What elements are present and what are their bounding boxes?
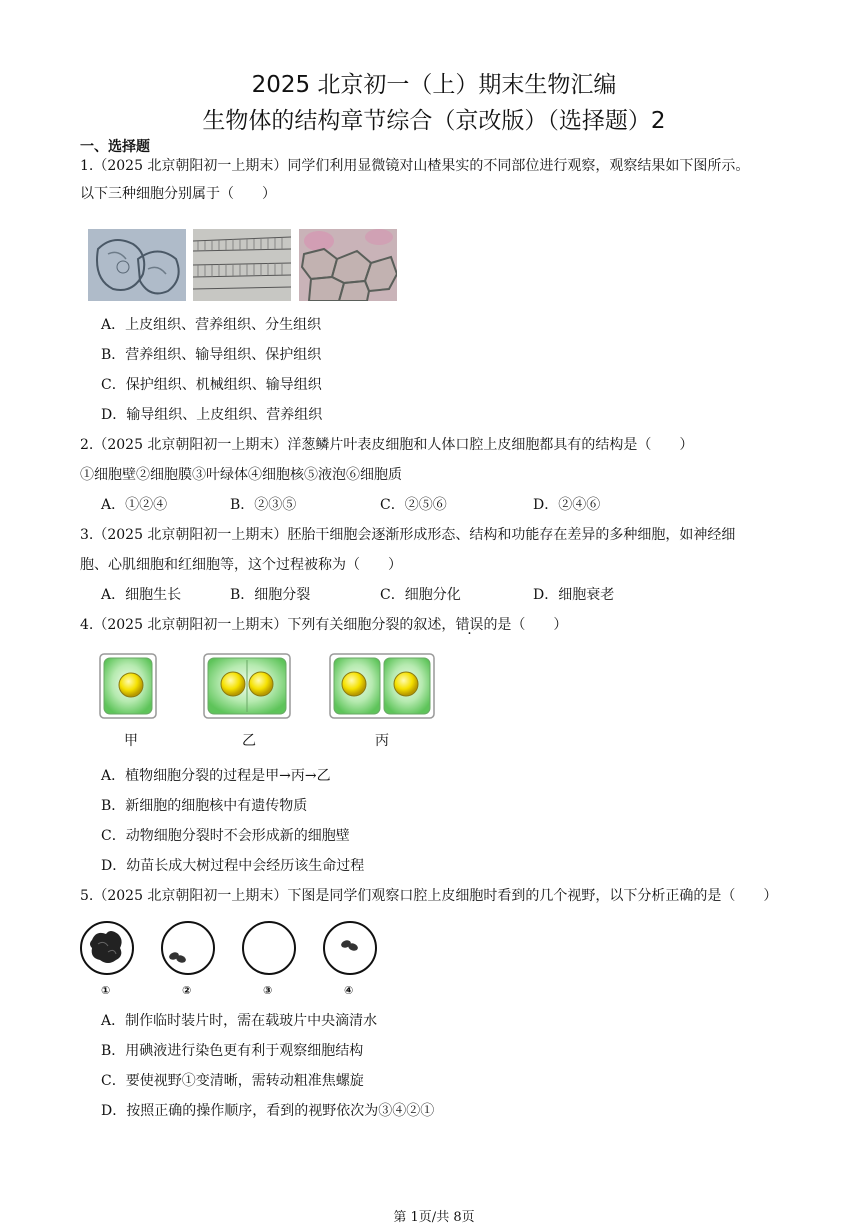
q1-option-c[interactable]: C．保护组织、机械组织、输导组织 <box>101 377 322 393</box>
q1-option-a[interactable]: A．上皮组织、营养组织、分生组织 <box>101 317 322 333</box>
page-subtitle: 生物体的结构章节综合（京改版）（选择题）2 <box>202 108 666 134</box>
view-field-3 <box>243 922 295 974</box>
q1-micrograph-3 <box>299 229 397 301</box>
view-field-4 <box>324 922 376 974</box>
page-number: 第 1页/共 8页 <box>393 1210 475 1225</box>
q5-label-2: ② <box>182 984 192 997</box>
q5-option-d[interactable]: D．按照正确的操作顺序，看到的视野依次为③④②① <box>101 1103 435 1119</box>
q3-stem-line1: 3.（2025 北京朝阳初一上期末）胚胎干细胞会逐渐形成形态、结构和功能存在差异的多种细胞，如神经细 <box>80 527 736 543</box>
q2-stem-line1: 2.（2025 北京朝阳初一上期末）洋葱鳞片叶表皮细胞和人体口腔上皮细胞都具有的结构是（ ） <box>80 437 694 453</box>
view-field-2 <box>162 922 214 974</box>
q4-stem-emphasis: 错误 <box>455 617 484 633</box>
q4-stem-suffix: 的是（ ） <box>483 617 568 633</box>
q4-option-b[interactable]: B．新细胞的细胞核中有遗传物质 <box>101 798 308 814</box>
q1-option-d[interactable]: D．输导组织、上皮组织、营养组织 <box>101 407 323 423</box>
q1-micrograph-1 <box>88 229 186 301</box>
q1-option-b[interactable]: B．营养组织、输导组织、保护组织 <box>101 347 322 363</box>
cell-jia <box>100 654 156 718</box>
view-field-1 <box>81 922 133 974</box>
q5-label-1: ① <box>101 984 111 997</box>
q2-option-b[interactable]: B．②③⑤ <box>230 497 297 513</box>
q4-stem <box>80 615 567 635</box>
q1-micrograph-2 <box>193 229 291 301</box>
cell-bing <box>330 654 434 718</box>
q4-label-yi: 乙 <box>242 733 256 749</box>
q4-label-bing: 丙 <box>375 733 389 749</box>
q1-stem-line1: 1.（2025 北京朝阳初一上期末）同学们利用显微镜对山楂果实的不同部位进行观察，观察结果如下图所示。 <box>80 158 750 174</box>
q5-option-c[interactable]: C．要使视野①变清晰，需转动粗准焦螺旋 <box>101 1073 364 1089</box>
q3-option-b[interactable]: B．细胞分裂 <box>230 587 311 603</box>
q4-stem-prefix: 4.（2025 北京朝阳初一上期末）下列有关细胞分裂的叙述， <box>80 617 456 633</box>
q2-option-d[interactable]: D．②④⑥ <box>533 497 601 513</box>
q2-option-a[interactable]: A．①②④ <box>101 497 168 513</box>
q2-option-c[interactable]: C．②⑤⑥ <box>380 497 447 513</box>
q5-option-b[interactable]: B．用碘液进行染色更有利于观察细胞结构 <box>101 1043 364 1059</box>
q4-option-d[interactable]: D．幼苗长成大树过程中会经历该生命过程 <box>101 858 365 874</box>
q4-option-c[interactable]: C．动物细胞分裂时不会形成新的细胞壁 <box>101 828 350 844</box>
q4-option-a[interactable]: A．植物细胞分裂的过程是甲→丙→乙 <box>101 768 331 784</box>
q3-option-c[interactable]: C．细胞分化 <box>380 587 461 603</box>
q5-option-a[interactable]: A．制作临时装片时，需在载玻片中央滴清水 <box>101 1013 378 1029</box>
q3-option-a[interactable]: A．细胞生长 <box>101 587 182 603</box>
q5-label-3: ③ <box>263 984 273 997</box>
q3-option-d[interactable]: D．细胞衰老 <box>533 587 615 603</box>
q4-label-jia: 甲 <box>124 733 138 749</box>
q5-label-4: ④ <box>344 984 354 997</box>
q1-stem-line2: 以下三种细胞分别属于（ ） <box>80 186 276 202</box>
q2-stem-line2: ①细胞壁②细胞膜③叶绿体④细胞核⑤液泡⑥细胞质 <box>80 467 402 483</box>
q3-stem-line2: 胞、心肌细胞和红细胞等，这个过程被称为（ ） <box>80 557 402 573</box>
section-title: 一、选择题 <box>80 139 150 155</box>
q5-view-fields-figure <box>78 918 382 978</box>
cell-yi <box>204 654 290 718</box>
q4-cell-division-figure <box>96 650 442 722</box>
q5-stem: 5.（2025 北京朝阳初一上期末）下图是同学们观察口腔上皮细胞时看到的几个视野，以下分析正确的是（ ） <box>80 888 778 904</box>
page-title: 2025 北京初一（上）期末生物汇编 <box>251 72 617 98</box>
